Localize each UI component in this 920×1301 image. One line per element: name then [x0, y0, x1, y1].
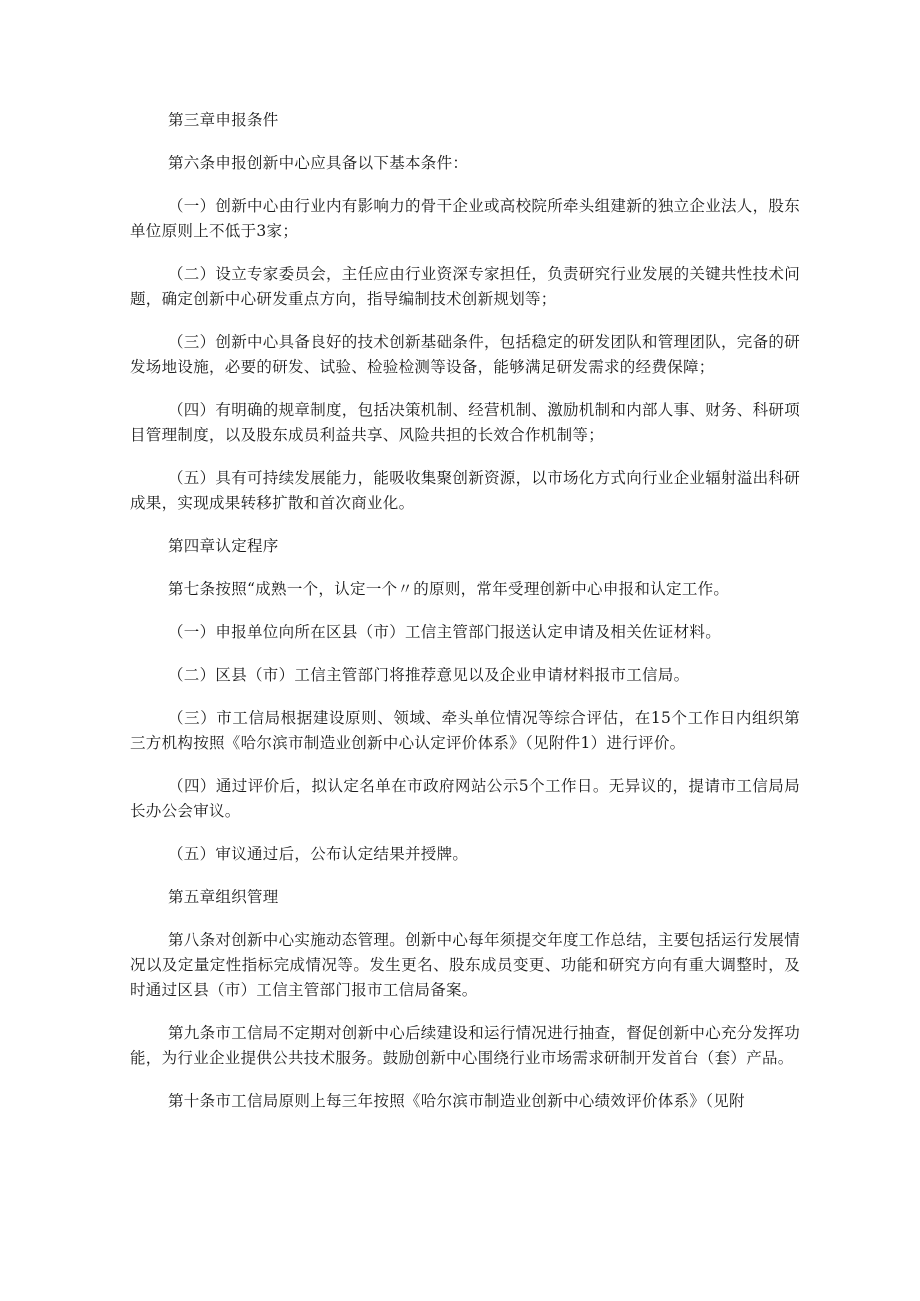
- article-7-item-4: （四）通过评价后，拟认定名单在市政府网站公示5个工作日。无异议的，提请市工信局局长办公会审议。: [130, 777, 800, 820]
- article-6-item-2: （二）设立专家委员会，主任应由行业资深专家担任，负责研究行业发展的关键共性技术问题，确定创新中心研发重点方向，指导编制技术创新规划等；: [130, 265, 801, 308]
- article-7-item-5: （五）审议通过后，公布认定结果并授牌。: [168, 845, 469, 863]
- chapter-3-heading: 第三章申报条件: [168, 111, 279, 129]
- article-9: 第九条市工信局不定期对创新中心后续建设和运行情况进行抽查，督促创新中心充分发挥功能，为行业企业提供公共技术服务。鼓励创新中心围绕行业市场需求研制开发首台（套）产品。: [130, 1024, 801, 1067]
- article-6: 第六条申报创新中心应具备以下基本条件：: [168, 154, 469, 172]
- document-page: [130, 108, 800, 1132]
- chapter-5-heading: 第五章组织管理: [168, 888, 279, 906]
- article-7-item-1: （一）申报单位向所在区县（市）工信主管部门报送认定申请及相关佐证材料。: [168, 623, 722, 641]
- chapter-4-heading: 第四章认定程序: [168, 537, 279, 555]
- article-6-item-3: （三）创新中心具备良好的技术创新基础条件，包括稳定的研发团队和管理团队，完备的研发场地设施，必要的研发、试验、检验检测等设备，能够满足研发需求的经费保障；: [130, 333, 801, 376]
- article-10: 第十条市工信局原则上每三年按照《哈尔滨市制造业创新中心绩效评价体系》（见附: [168, 1092, 745, 1110]
- article-7-item-3: （三）市工信局根据建设原则、领域、牵头单位情况等综合评估，在15个工作日内组织第三方机构按照《哈尔滨市制造业创新中心认定评价体系》（见附件1）进行评价。: [130, 709, 800, 752]
- article-6-item-4: （四）有明确的规章制度，包括决策机制、经营机制、激励机制和内部人事、财务、科研项目管理制度，以及股东成员利益共享、风险共担的长效合作机制等；: [130, 401, 801, 444]
- article-8: 第八条对创新中心实施动态管理。创新中心每年须提交年度工作总结，主要包括运行发展情况以及定量定性指标完成情况等。发生更名、股东成员变更、功能和研究方向有重大调整时，及时通过区县（市）工信主管部门报市工信局备案。: [130, 931, 801, 999]
- article-6-item-5: （五）具有可持续发展能力，能吸收集聚创新资源，以市场化方式向行业企业辐射溢出科研成果，实现成果转移扩散和首次商业化。: [130, 469, 801, 512]
- article-7-item-2: （二）区县（市）工信主管部门将推荐意见以及企业申请材料报市工信局。: [168, 666, 690, 684]
- article-7: 第七条按照“成熟一个，认定一个〃的原则，常年受理创新中心申报和认定工作。: [168, 580, 730, 598]
- article-6-item-1: （一）创新中心由行业内有影响力的骨干企业或高校院所牵头组建新的独立企业法人，股东单位原则上不低于3家；: [130, 197, 801, 240]
